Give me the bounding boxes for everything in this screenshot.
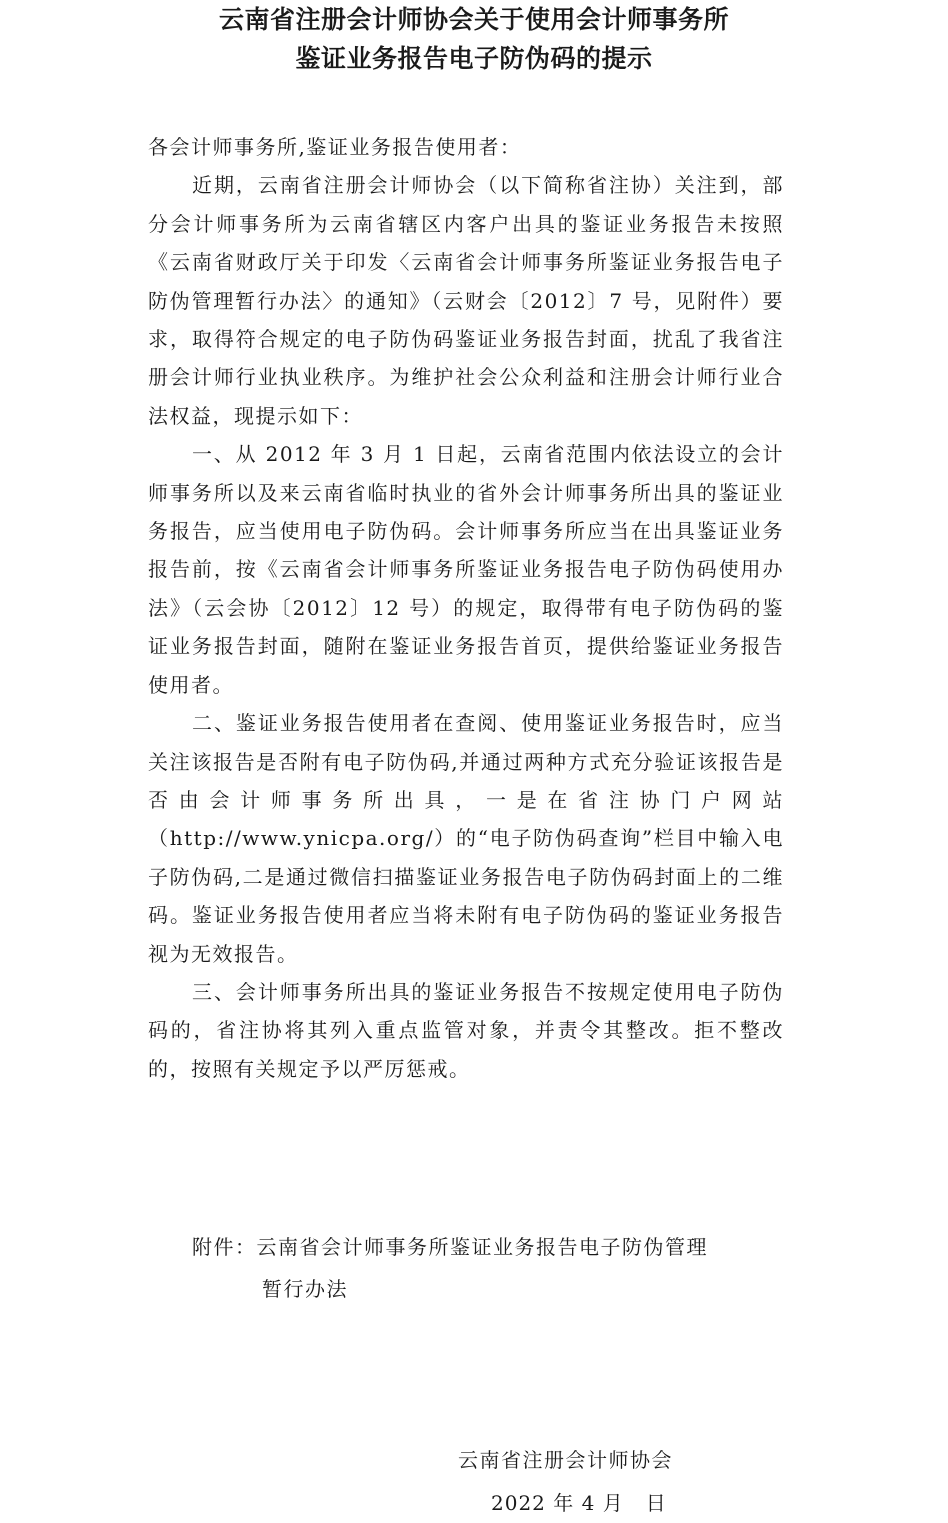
attachment-note xyxy=(192,1226,772,1310)
issue-date: 2022 年 4 月 日 xyxy=(491,1491,667,1515)
paragraph-intro: 近期，云南省注册会计师协会（以下简称省注协）关注到，部分会计师事务所为云南省辖区内客户出具的鉴证业务报告未按照《云南省财政厅关于印发〈云南省会计师事务所鉴证业务报告电子防伪管理暂行办法〉的通知》（云财会〔2012〕7 号，见附件）要求，取得符合规定的电子防伪码鉴证业务报告封面，扰乱了我省注册会计师行业执业秩序。为维护社会公众利益和注册会计师行业合法权益，现提示如下： xyxy=(148,173,784,428)
attachment-line2: 暂行办法 xyxy=(262,1277,348,1301)
paragraph-item-2: 二、鉴证业务报告使用者在查阅、使用鉴证业务报告时，应当关注该报告是否附有电子防伪码,并通过两种方式充分验证该报告是否由会计师事务所出具，一是在省注协门户网站（http://www.ynicpa.org/）的“电子防伪码查询”栏目中输入电子防伪码,二是通过微信扫描鉴证业务报告电子防伪码封面上的二维码。鉴证业务报告使用者应当将未附有电子防伪码的鉴证业务报告视为无效报告。 xyxy=(148,711,784,966)
paragraph-item-3: 三、会计师事务所出具的鉴证业务报告不按规定使用电子防伪码的，省注协将其列入重点监管对象，并责令其整改。拒不整改的，按照有关规定予以严厉惩戒。 xyxy=(148,979,784,1081)
document-title-line1: 云南省注册会计师协会关于使用会计师事务所 xyxy=(218,5,729,34)
signature: 云南省注册会计师协会 xyxy=(458,1448,673,1472)
document-body xyxy=(148,128,784,1088)
salutation: 各会计师事务所,鉴证业务报告使用者： xyxy=(148,135,522,159)
attachment-line1: 附件：云南省会计师事务所鉴证业务报告电子防伪管理 xyxy=(192,1235,708,1259)
document-title-line2: 鉴证业务报告电子防伪码的提示 xyxy=(295,44,653,73)
paragraph-item-1: 一、从 2012 年 3 月 1 日起，云南省范围内依法设立的会计师事务所以及来云南省临时执业的省外会计师事务所出具的鉴证业务报告，应当使用电子防伪码。会计师事务所应当在出具鉴证业务报告前，按《云南省会计师事务所鉴证业务报告电子防伪码使用办法》（云会协〔2012〕12 号）的规定，取得带有电子防伪码的鉴证业务报告封面，随附在鉴证业务报告首页，提供给鉴证业务报告使用者。 xyxy=(148,442,784,697)
